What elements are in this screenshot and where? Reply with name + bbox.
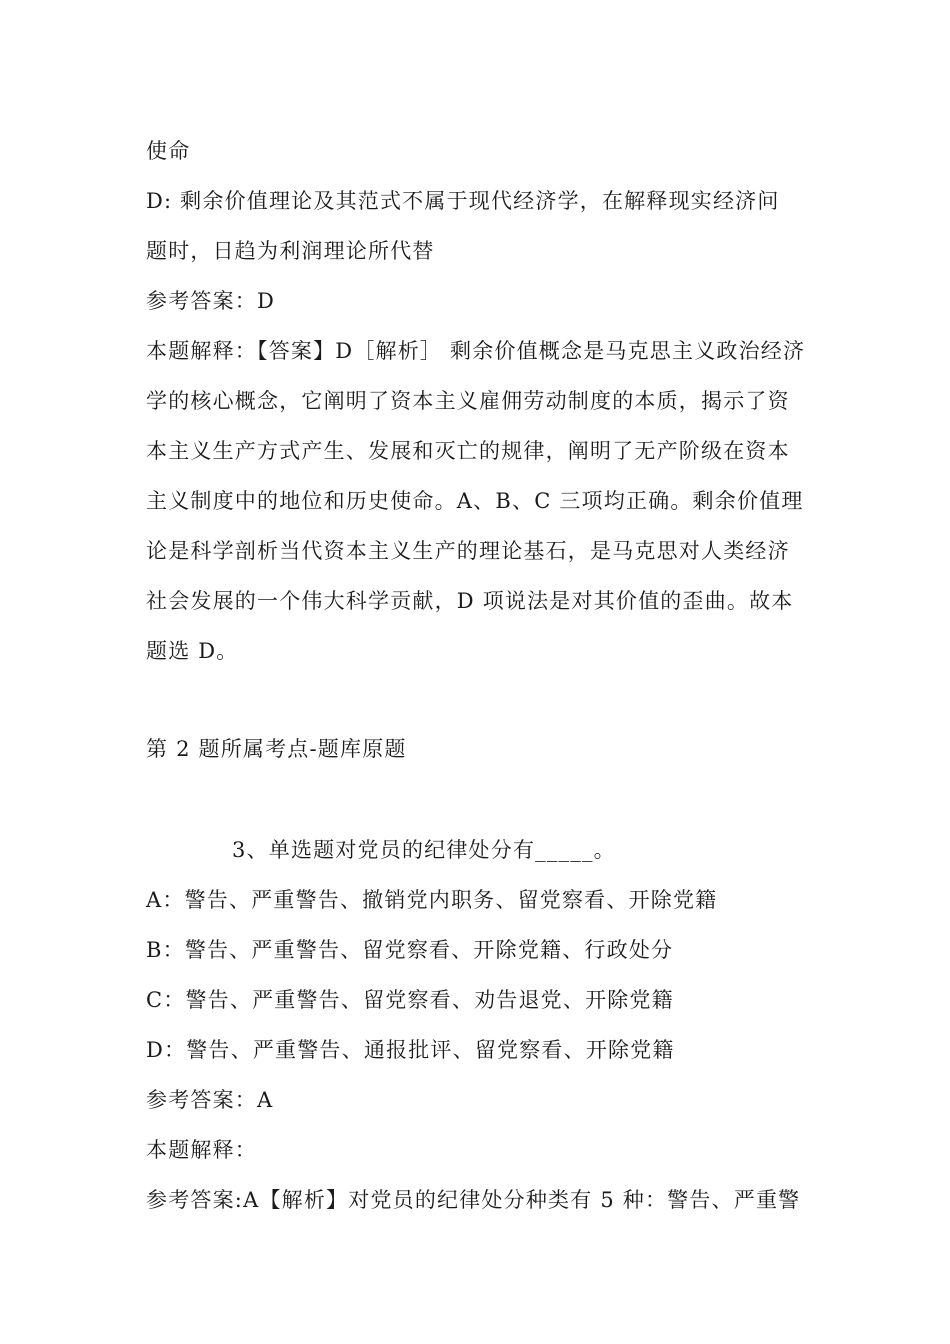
q3-option-b: B：警告、严重警告、留党察看、开除党籍、行政处分: [146, 938, 674, 962]
q2-explanation-line: 主义制度中的地位和历史使命。A、B、C 三项均正确。剩余价值理: [146, 489, 804, 513]
q2-explanation-line: 学的核心概念，它阐明了资本主义雇佣劳动制度的本质，揭示了资: [146, 389, 790, 413]
q2-explanation-line: 论是科学剖析当代资本主义生产的理论基石，是马克思对人类经济: [146, 539, 790, 563]
q3-question: 3、单选题对党员的纪律处分有_____。: [232, 838, 616, 862]
q2-explanation-line: 本主义生产方式产生、发展和灭亡的规律，阐明了无产阶级在资本: [146, 439, 790, 463]
q2-option-d-line2: 题时，日趋为利润理论所代替: [146, 239, 435, 263]
q2-option-c-tail: 使命: [146, 139, 191, 163]
q2-option-d-line1: D: 剩余价值理论及其范式不属于现代经济学，在解释现实经济问: [146, 189, 780, 213]
q2-explanation-line: 题选 D。: [146, 639, 239, 663]
q2-explanation-line: 社会发展的一个伟大科学贡献，D 项说法是对其价值的歪曲。故本: [146, 589, 794, 613]
q3-option-c: C：警告、严重警告、留党察看、劝告退党、开除党籍: [146, 988, 674, 1012]
q3-explanation-label: 本题解释：: [146, 1138, 257, 1162]
q2-topic: 第 2 题所属考点-题库原题: [146, 737, 407, 761]
q3-option-d: D：警告、严重警告、通报批评、留党察看、开除党籍: [146, 1038, 675, 1062]
q3-option-a: A：警告、严重警告、撤销党内职务、留党察看、开除党籍: [146, 888, 718, 912]
q2-explanation-line: 本题解释：【答案】D［解析］ 剩余价值概念是马克思主义政治经济: [146, 339, 806, 363]
q3-answer: 参考答案：A: [146, 1088, 274, 1112]
q3-explanation-line: 参考答案:A【解析】对党员的纪律处分种类有 5 种：警告、严重警: [146, 1188, 801, 1212]
q2-answer: 参考答案：D: [146, 289, 276, 313]
